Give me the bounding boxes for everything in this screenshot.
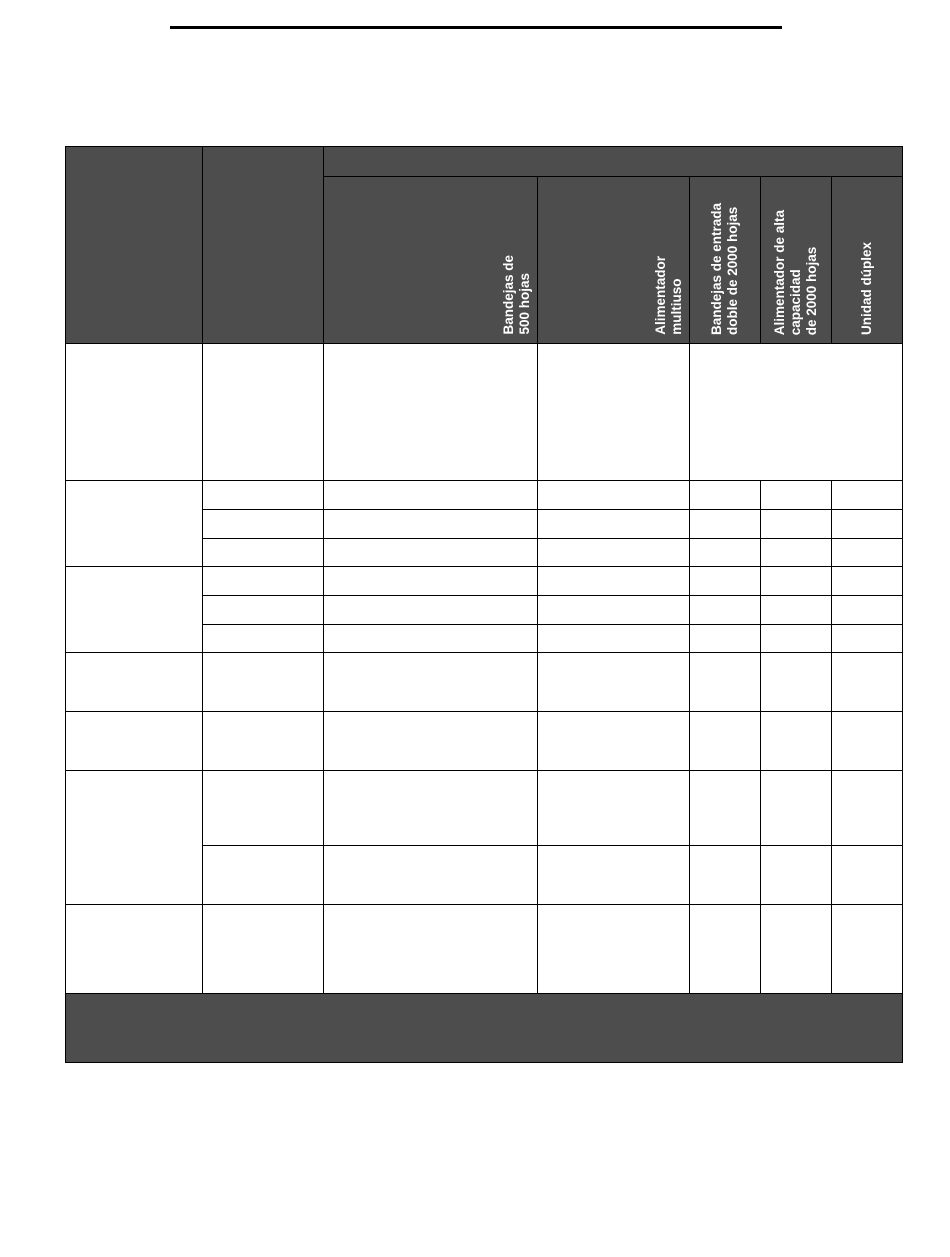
table-cell bbox=[760, 904, 832, 994]
table-cell bbox=[323, 904, 538, 994]
table-cell bbox=[689, 770, 761, 846]
table-cell bbox=[323, 595, 538, 625]
table-cell bbox=[65, 652, 203, 712]
table-cell bbox=[537, 509, 690, 539]
table-cell bbox=[202, 480, 324, 510]
table-cell bbox=[689, 595, 761, 625]
table-cell bbox=[689, 538, 761, 567]
table-cell bbox=[689, 711, 761, 771]
table-cell bbox=[831, 509, 903, 539]
column-header-label: Unidad dúplex bbox=[859, 241, 874, 335]
table-cell bbox=[202, 711, 324, 771]
table-cell bbox=[323, 509, 538, 539]
table-cell bbox=[537, 624, 690, 653]
table-cell bbox=[65, 343, 203, 481]
table-cell bbox=[537, 566, 690, 596]
table-cell bbox=[323, 480, 538, 510]
header-cell-col2 bbox=[202, 146, 324, 344]
table-cell bbox=[760, 624, 832, 653]
column-header-unidad-duplex bbox=[831, 176, 903, 344]
table-cell bbox=[537, 770, 690, 846]
table-cell bbox=[831, 711, 903, 771]
table-cell bbox=[202, 566, 324, 596]
table-cell bbox=[831, 624, 903, 653]
table-cell bbox=[323, 538, 538, 567]
column-header-label: Bandejas de entrada doble de 2000 hojas bbox=[709, 202, 740, 335]
header-rule bbox=[170, 26, 782, 29]
table-cell bbox=[537, 711, 690, 771]
table-cell bbox=[689, 509, 761, 539]
table-row-group-cell bbox=[65, 480, 203, 567]
table-cell bbox=[323, 624, 538, 653]
table-cell bbox=[760, 538, 832, 567]
table-cell bbox=[537, 652, 690, 712]
table-cell bbox=[323, 711, 538, 771]
table-cell bbox=[537, 845, 690, 905]
table-cell bbox=[537, 904, 690, 994]
table-cell bbox=[760, 480, 832, 510]
table-cell bbox=[202, 595, 324, 625]
table-cell bbox=[202, 538, 324, 567]
table-footer bbox=[65, 993, 903, 1063]
table-cell bbox=[202, 624, 324, 653]
table-cell bbox=[537, 595, 690, 625]
table-row-group-cell bbox=[65, 566, 203, 653]
table-cell bbox=[831, 480, 903, 510]
table-cell bbox=[760, 845, 832, 905]
table-cell bbox=[202, 770, 324, 846]
column-header-label: Bandejas de 500 hojas bbox=[501, 255, 532, 335]
table-cell bbox=[202, 845, 324, 905]
table-row-group-cell bbox=[65, 770, 203, 905]
table-cell bbox=[689, 845, 761, 905]
table-cell bbox=[760, 566, 832, 596]
column-header-label: Alimentador multiuso bbox=[653, 256, 684, 335]
table-cell bbox=[202, 652, 324, 712]
table-cell bbox=[202, 509, 324, 539]
table-cell bbox=[323, 652, 538, 712]
table-cell bbox=[689, 343, 903, 481]
table-cell bbox=[831, 770, 903, 846]
table-cell bbox=[760, 770, 832, 846]
table-cell bbox=[65, 711, 203, 771]
table-cell bbox=[760, 652, 832, 712]
table-cell bbox=[202, 343, 324, 481]
column-header-label: Alimentador de alta capacidad de 2000 hojas bbox=[772, 209, 819, 335]
table-cell bbox=[831, 595, 903, 625]
column-header-bandejas-500 bbox=[323, 176, 538, 344]
table-cell bbox=[323, 770, 538, 846]
table-cell bbox=[831, 845, 903, 905]
table-cell bbox=[760, 711, 832, 771]
table-cell bbox=[689, 480, 761, 510]
table-cell bbox=[323, 566, 538, 596]
table-cell bbox=[831, 566, 903, 596]
table-cell bbox=[202, 904, 324, 994]
column-header-bandejas-doble bbox=[689, 176, 761, 344]
media-support-table bbox=[65, 146, 903, 1063]
table-cell bbox=[831, 538, 903, 567]
table-cell bbox=[323, 343, 538, 481]
table-cell bbox=[689, 904, 761, 994]
table-cell bbox=[831, 652, 903, 712]
table-cell bbox=[537, 538, 690, 567]
table-cell bbox=[537, 480, 690, 510]
table-cell bbox=[689, 624, 761, 653]
header-cell-col1 bbox=[65, 146, 203, 344]
table-cell bbox=[537, 343, 690, 481]
table-cell bbox=[65, 904, 203, 994]
table-cell bbox=[323, 845, 538, 905]
table-cell bbox=[760, 595, 832, 625]
table-cell bbox=[689, 566, 761, 596]
column-header-alimentador-alta bbox=[760, 176, 832, 344]
table-cell bbox=[831, 904, 903, 994]
column-header-alimentador-multiuso bbox=[537, 176, 690, 344]
table-cell bbox=[689, 652, 761, 712]
table-cell bbox=[760, 509, 832, 539]
